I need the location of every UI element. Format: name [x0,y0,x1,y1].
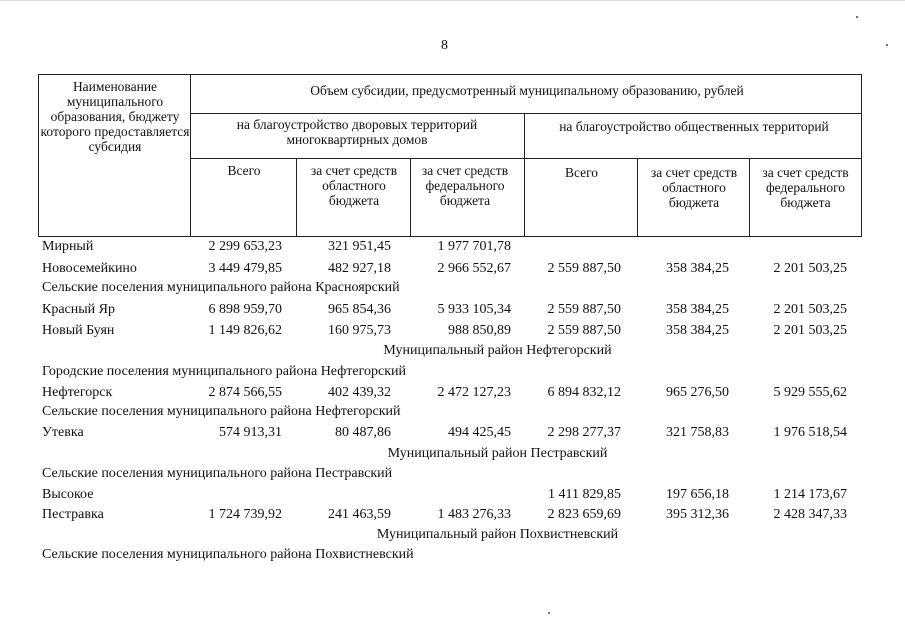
section-heading: Сельские поселения муниципального района Похвистневский [42,547,414,562]
row-name: Утевка [42,425,84,440]
row-federal-courtyards: 2 472 127,23 [437,385,511,400]
row-regional-courtyards: 402 439,32 [328,385,391,400]
row-federal-courtyards: 2 966 552,67 [437,261,511,276]
row-federal-courtyards: 988 850,89 [448,323,511,338]
row-federal-public: 2 201 503,25 [773,302,847,317]
row-regional-public: 197 656,18 [666,487,729,502]
row-total-public: 2 823 659,69 [547,507,621,522]
row-total-courtyards: 574 913,31 [219,425,282,440]
row-federal-courtyards: 5 933 105,34 [437,302,511,317]
row-name: Новый Буян [42,323,115,338]
page-number: 8 [441,38,448,53]
header-federal-1: за счет средств федерального бюджета [421,163,509,208]
row-total-courtyards: 6 898 959,70 [208,302,282,317]
row-total-courtyards: 3 449 479,85 [208,261,282,276]
section-heading: Сельские поселения муниципального района Нефтегорский [42,404,401,419]
table-row [0,323,905,343]
section-heading: Сельские поселения муниципального района Пестравский [42,466,393,481]
row-regional-public: 358 384,25 [666,261,729,276]
row-federal-public: 2 201 503,25 [773,261,847,276]
row-name: Нефтегорск [42,385,113,400]
row-name: Мирный [42,239,94,254]
section-heading: Городские поселения муниципального района Нефтегорский [42,364,406,379]
table-row [0,507,905,527]
row-regional-public: 965 276,50 [666,385,729,400]
row-total-public: 2 298 277,37 [547,425,621,440]
row-federal-courtyards: 494 425,45 [448,425,511,440]
row-total-public: 2 559 887,50 [547,302,621,317]
header-total-2: Всего [564,165,599,180]
table-row [0,261,905,281]
row-regional-public: 358 384,25 [666,323,729,338]
row-total-public: 2 559 887,50 [547,323,621,338]
row-total-public: 1 411 829,85 [548,487,621,502]
row-regional-public: 358 384,25 [666,302,729,317]
header-divider [410,158,411,237]
district-heading: Муниципальный район Нефтегорский [383,343,612,358]
row-regional-courtyards: 160 975,73 [328,323,391,338]
row-regional-courtyards: 965 854,36 [328,302,391,317]
row-regional-public: 321 758,83 [666,425,729,440]
table-row [0,487,905,507]
top-rule [0,0,905,1]
district-heading: Муниципальный район Пестравский [387,446,608,461]
scan-speck [886,44,888,46]
row-total-public: 6 894 832,12 [547,385,621,400]
row-federal-public: 1 976 518,54 [773,425,847,440]
row-name: Высокое [42,487,94,502]
header-regional-2: за счет средств областного бюджета [650,165,738,210]
row-regional-public: 395 312,36 [666,507,729,522]
row-regional-courtyards: 80 487,86 [335,425,391,440]
row-total-courtyards: 1 149 826,62 [208,323,282,338]
row-federal-public: 2 428 347,33 [773,507,847,522]
row-name: Новосемейкино [42,261,137,276]
header-divider [296,158,297,237]
header-divider [637,158,638,237]
row-federal-public: 2 201 503,25 [773,323,847,338]
header-divider [524,113,525,237]
header-divider [190,113,862,114]
row-name: Пестравка [42,507,104,522]
row-regional-courtyards: 482 927,18 [328,261,391,276]
header-total-1: Всего [227,163,261,178]
row-regional-courtyards: 241 463,59 [328,507,391,522]
header-regional-1: за счет средств областного бюджета [310,163,398,208]
row-total-courtyards: 2 299 653,23 [208,239,282,254]
header-divider [190,158,862,159]
header-group-courtyards: на благоустройство дворовых территорий многоквартирных домов [236,117,478,147]
header-divider [190,74,191,237]
row-federal-courtyards: 1 483 276,33 [437,507,511,522]
row-federal-courtyards: 1 977 701,78 [437,239,511,254]
row-total-courtyards: 1 724 739,92 [208,507,282,522]
row-total-courtyards: 2 874 566,55 [208,385,282,400]
header-name-column: Наименование муниципального образования, бюджету которого предоставляется субсидия [40,79,190,154]
row-total-public: 2 559 887,50 [547,261,621,276]
table-row [0,302,905,322]
section-heading: Сельские поселения муниципального района Красноярский [42,280,400,295]
header-group-public: на благоустройство общественных территорий [559,119,829,134]
table-row [0,239,905,259]
row-name: Красный Яр [42,302,115,317]
scan-speck [548,612,550,614]
table-row [0,425,905,445]
header-divider [749,158,750,237]
row-federal-public: 1 214 173,67 [773,487,847,502]
scan-speck [856,16,858,18]
district-heading: Муниципальный район Похвистневский [376,527,619,542]
table-row [0,385,905,405]
header-subsidy-title: Объем субсидии, предусмотренный муниципальному образованию, рублей [310,83,744,98]
row-federal-public: 5 929 555,62 [773,385,847,400]
header-federal-2: за счет средств федерального бюджета [762,165,849,210]
row-regional-courtyards: 321 951,45 [328,239,391,254]
